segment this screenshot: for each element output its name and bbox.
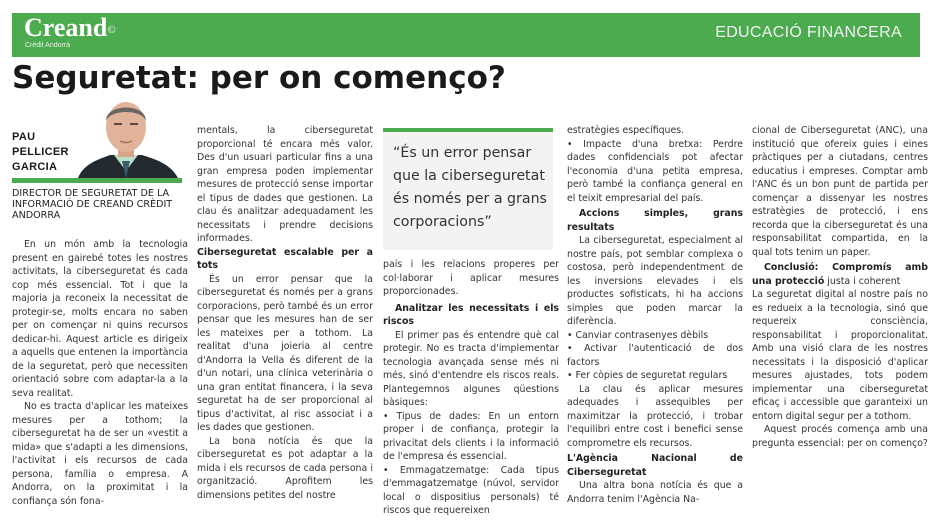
paragraph: La seguretat digital al nostre país no es redueix a la tecnologia, sinó que requereix consciència, responsabilitat i proporcionalitat. Amb una visió clara de les nostres necessitats i la disposició d'aplicar mesures ajustades, tots podem implementar una ciberseguretat eficaç i accessible que garanteixi un entorn digital segur per a tothom. xyxy=(752,289,928,422)
author-name-line: PELLICER xyxy=(12,146,69,158)
article-column-2 xyxy=(197,124,373,502)
subheading: Accions simples, grans resultats xyxy=(567,208,743,233)
author-photo xyxy=(70,97,182,178)
brand-subtitle: Crèdit Andorrà xyxy=(25,42,71,49)
section-label: EDUCACIÓ FINANCERA xyxy=(715,24,902,41)
pull-quote-text: “És un error pensar que la ciberseguretat és només per a grans corporacions” xyxy=(393,145,547,230)
brand-name: Creand xyxy=(24,13,108,42)
paragraph: estratègies específiques. xyxy=(567,125,685,136)
bullet-item: • Tipus de dades: En un entorn proper i de confiança, protegir la privacitat dels clients i la informació de l'empresa és essencial. xyxy=(383,410,559,462)
article-column-3 xyxy=(383,258,559,518)
subheading-bold: Conclusió: Compromís amb una protecció xyxy=(752,262,928,287)
author-name-line: GARCIA xyxy=(12,161,58,173)
paragraph: És un error pensar que la ciberseguretat és només per a grans corporacions, però també és un error pensar que les mesures han de ser les mateixes per a tothom. La realitat d'una joieria al centre d'Andorra la Vella és diferent de la d'un notari, una clínica veterinària o una gran entitat financera, i la seva seguretat ha de ser proporcional al tipus d'activitat, al risc associat i a les dades que gestionen. xyxy=(197,273,373,433)
paragraph: cional de Ciberseguretat (ANC), una institució que ofereix guies i eines pràctiques per a ciutadans, centres educatius i empreses. Comptar amb l'ANC és un bon punt de partida per començar a dissenyar les nostres estratègies de protecció, i ens recorda que la ciberseguretat és una responsabilitat compartida, en la qual tots tenim un paper. xyxy=(752,125,928,258)
subheading: Ciberseguretat escalable per a tots xyxy=(197,246,373,271)
paragraph: La bona notícia és que la ciberseguretat es pot adaptar a la mida i els recursos de cada persona i organització. Aprofitem les dimensions petites del nostre xyxy=(197,435,373,501)
article-column-1 xyxy=(12,238,188,508)
paragraph: país i les relacions properes per col·laborar i aplicar mesures proporcionades. xyxy=(383,259,559,297)
paragraph: Una altra bona notícia és que a Andorra tenim l'Agència Na- xyxy=(567,480,743,505)
paragraph: El primer pas és entendre què cal protegir. No es tracta d'implementar tecnologia avançada sense més ni més, sinó d'entendre els riscos reals. Plantegemnos algunes qüestions bàsiques: xyxy=(383,329,559,408)
paragraph: Aquest procés comença amb una pregunta essencial: per on començo? xyxy=(752,424,928,449)
author-role: DIRECTOR DE SEGURETAT DE LA INFORMACIÓ DE CREAND CRÈDIT ANDORRA xyxy=(12,188,173,221)
article-column-5 xyxy=(752,124,928,450)
paragraph: La ciberseguretat, especialment al nostre país, pot semblar complexa o costosa, però independentment de les inversions elevades i els productes sofisticats, hi ha accions simples que poden marcar la diferència. xyxy=(567,235,743,327)
pull-quote xyxy=(383,128,553,250)
article-title: Seguretat: per on començo? xyxy=(12,60,506,96)
paragraph: No es tracta d'aplicar les mateixes mesures per a tothom; la ciberseguretat ha de ser un «vestit a mida» que s'adapti a les dimensions, l'activitat i els recursos de cada persona, família o empresa. A Andorra, on la proximitat i la confiança són fona- xyxy=(12,401,188,507)
paragraph: En un món amb la tecnologia present en gairebé totes les nostres activitats, la ciberseguretat és cada cop més essencial. Tot i que la majoria ja reconeix la necessitat de protegir-se, molts encara no saben per on començar ni quins recursos dedicar-hi. Aquest article es dirigeix a aquells que entenen la importància de la seguretat, però que necessiten orientació sobre com adaptar-la a la seva realitat. xyxy=(12,239,188,399)
bullet-item: • Canviar contrasenyes dèbils xyxy=(567,329,709,341)
bullet-item: • Emmagatzematge: Cada tipus d'emmagatzematge (núvol, servidor local o dispositius personals) té riscos que requereixen xyxy=(383,464,559,516)
paragraph: La clau és aplicar mesures adequades i assequibles per maximitzar la protecció, i trobar l'equilibri entre cost i benefici sense comprometre els recursos. xyxy=(567,383,743,449)
bullet-item: • Impacte d'una bretxa: Perdre dades confidencials pot afectar l'economia d'una petita empresa, però també la confiança general en el teixit empresarial del país. xyxy=(567,138,743,204)
subheading: Analitzar les necessitats i els riscos xyxy=(383,302,559,327)
header-banner xyxy=(12,13,920,57)
author-name-line: PAU xyxy=(12,131,36,143)
bullet-item: • Activar l'autenticació de dos factors xyxy=(567,343,743,368)
brand-mark: © xyxy=(107,24,116,36)
author-name xyxy=(12,130,69,175)
brand-logo xyxy=(24,13,116,43)
bullet-item: • Fer còpies de seguretat regulars xyxy=(567,370,728,381)
subheading: L'Agència Nacional de Ciberseguretat xyxy=(567,453,743,478)
subheading-tail: justa i coherent xyxy=(824,275,901,287)
article-column-4 xyxy=(567,124,743,506)
author-divider xyxy=(12,178,182,183)
paragraph: mentals, la ciberseguretat proporcional té encara més valor. Des d'un usuari particular fins a una gran empresa poden implementar mesures de protecció sense importar el tipus de dades que gestionen. La clau és analitzar adequadament les necessitats i prendre decisions informades. xyxy=(197,125,373,244)
subheading xyxy=(752,261,928,288)
